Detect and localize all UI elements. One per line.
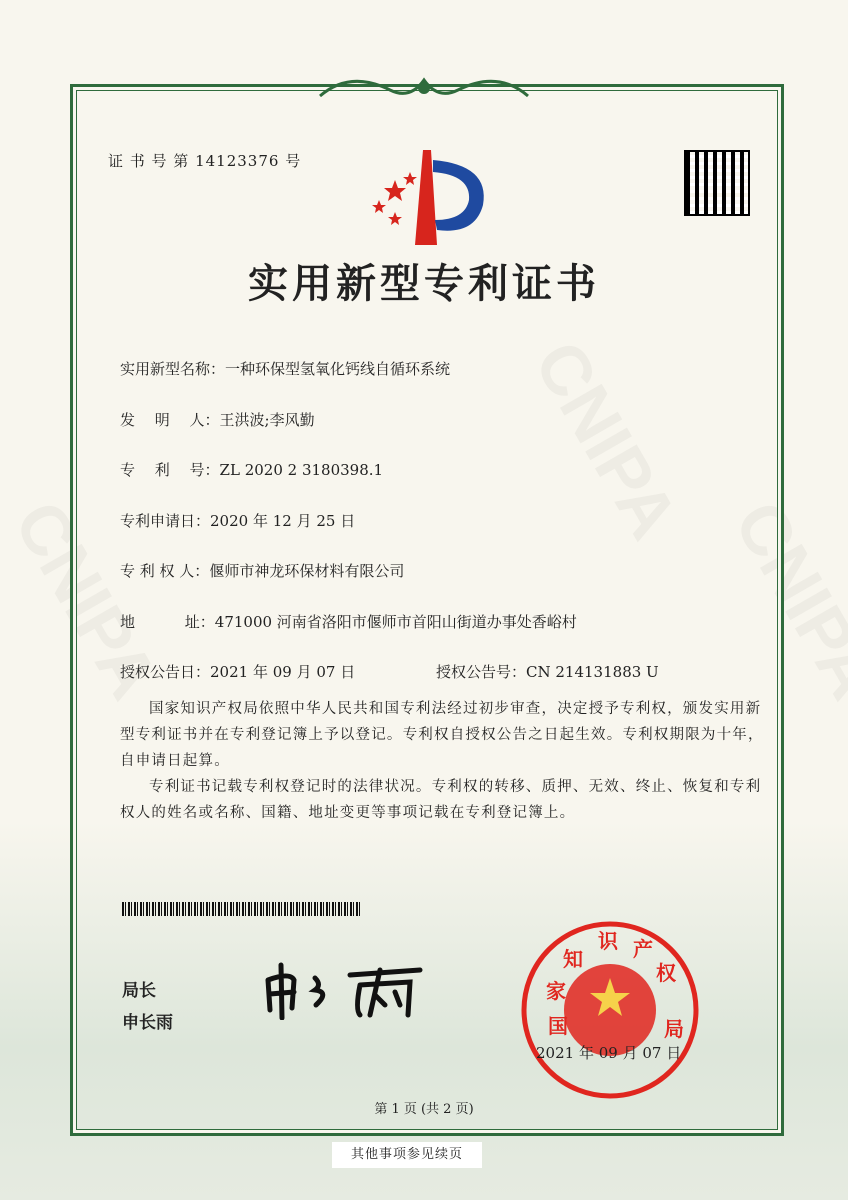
ornament-icon (310, 70, 538, 106)
svg-text:国家知识产权局: 国家知识 产权局 (546, 929, 684, 1041)
certificate-number: 证 书 号 第 14123376 号 (108, 152, 302, 170)
signatory-name: 申长雨 (122, 1013, 173, 1033)
page-number: 第 1 页 (共 2 页) (374, 1102, 474, 1117)
field-patentee: 专 利 权 人：偃师市神龙环保材料有限公司 (120, 562, 405, 580)
field-application-date: 专利申请日：2020 年 12 月 25 日 (120, 512, 356, 530)
cnipa-logo-icon (365, 150, 490, 250)
paragraph-legal-status: 专利证书记载专利权登记时的法律状况。专利权的转移、质押、无效、终止、恢复和专利权人的姓名或名称、国籍、地址变更等事项记载在专利登记簿上。 (120, 779, 762, 821)
barcode (122, 902, 362, 916)
certificate-title: 实用新型专利证书 (248, 261, 600, 307)
paragraph-grant: 国家知识产权局依照中华人民共和国专利法经过初步审查，决定授予专利权，颁发实用新型专利证书并在专利登记簿上予以登记。专利权自授权公告之日起生效。专利权期限为十年，自申请日起算。 (120, 701, 764, 769)
field-inventors: 发 明 人：王洪波;李风勤 (120, 411, 315, 429)
signature (260, 960, 440, 1020)
field-announcement-number: 授权公告号：CN 214131883 U (436, 663, 659, 681)
signatory-title: 局长 (122, 981, 156, 1001)
continued-note: 其他事项参见续页 (332, 1142, 482, 1168)
field-utility-model-name: 实用新型名称：一种环保型氢氧化钙线自循环系统 (120, 360, 451, 378)
official-seal (518, 918, 702, 1102)
qr-code (684, 150, 750, 216)
seal-date: 2021 年 09 月 07 日 (536, 1044, 682, 1062)
field-address: 地 址：471000 河南省洛阳市偃师市首阳山街道办事处香峪村 (120, 613, 577, 631)
field-grant-date: 授权公告日：2021 年 09 月 07 日 (120, 663, 356, 681)
field-patent-number: 专 利 号：ZL 2020 2 3180398.1 (120, 461, 384, 479)
